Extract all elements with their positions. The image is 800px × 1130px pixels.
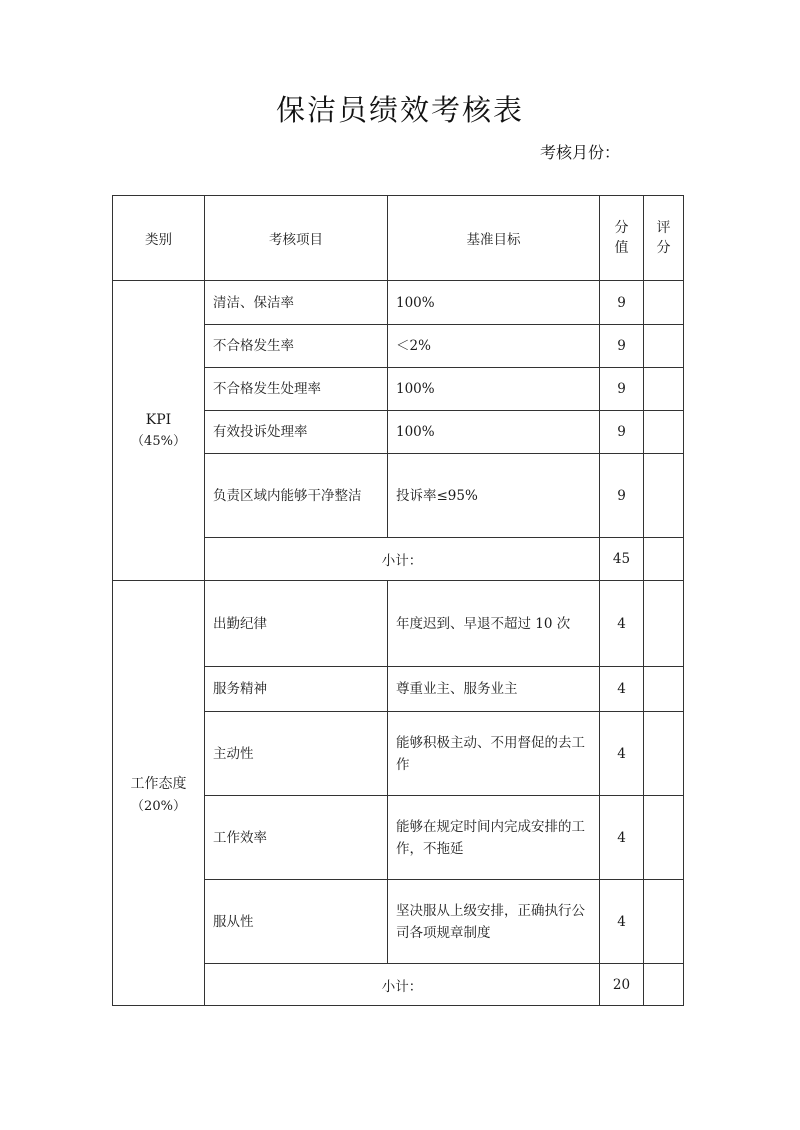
header-row bbox=[113, 196, 684, 281]
header-item: 考核项目 bbox=[205, 196, 388, 281]
target-cell: 能够积极主动、不用督促的去工作 bbox=[388, 712, 600, 796]
item-cell: 不合格发生率 bbox=[205, 325, 388, 368]
points-cell: 4 bbox=[600, 880, 644, 964]
score-cell[interactable] bbox=[644, 411, 684, 454]
header-points: 分值 bbox=[600, 196, 644, 281]
target-cell: 100% bbox=[388, 281, 600, 325]
item-cell: 服从性 bbox=[205, 880, 388, 964]
evaluation-table bbox=[112, 195, 684, 1006]
header-score: 评分 bbox=[644, 196, 684, 281]
subtotal-value: 20 bbox=[600, 964, 644, 1006]
item-cell: 清洁、保洁率 bbox=[205, 281, 388, 325]
header-target: 基准目标 bbox=[388, 196, 600, 281]
points-cell: 9 bbox=[600, 325, 644, 368]
score-cell[interactable] bbox=[644, 581, 684, 667]
header-category: 类别 bbox=[113, 196, 205, 281]
target-cell: 年度迟到、早退不超过 10 次 bbox=[388, 581, 600, 667]
category-name: KPI bbox=[145, 412, 172, 428]
item-cell: 服务精神 bbox=[205, 667, 388, 712]
points-cell: 9 bbox=[600, 368, 644, 411]
points-cell: 4 bbox=[600, 667, 644, 712]
item-cell: 不合格发生处理率 bbox=[205, 368, 388, 411]
score-cell[interactable] bbox=[644, 454, 684, 538]
item-cell: 出勤纪律 bbox=[205, 581, 388, 667]
target-cell: 投诉率≤95% bbox=[388, 454, 600, 538]
target-cell: 尊重业主、服务业主 bbox=[388, 667, 600, 712]
subtotal-value: 45 bbox=[600, 538, 644, 581]
item-cell: 工作效率 bbox=[205, 796, 388, 880]
category-name: 工作态度 bbox=[130, 775, 187, 792]
points-cell: 9 bbox=[600, 281, 644, 325]
score-cell[interactable] bbox=[644, 325, 684, 368]
subtotal-label: 小计： bbox=[205, 538, 600, 581]
category-cell-kpi bbox=[113, 281, 205, 581]
score-cell[interactable] bbox=[644, 538, 684, 581]
points-cell: 4 bbox=[600, 796, 644, 880]
score-cell[interactable] bbox=[644, 796, 684, 880]
score-cell[interactable] bbox=[644, 712, 684, 796]
item-cell: 有效投诉处理率 bbox=[205, 411, 388, 454]
points-cell: 9 bbox=[600, 454, 644, 538]
page-title: 保洁员绩效考核表 bbox=[275, 93, 524, 127]
score-cell[interactable] bbox=[644, 368, 684, 411]
target-cell: 坚决服从上级安排，正确执行公司各项规章制度 bbox=[388, 880, 600, 964]
item-cell: 负责区域内能够干净整洁 bbox=[205, 454, 388, 538]
table-row bbox=[113, 581, 684, 667]
target-cell: 能够在规定时间内完成安排的工作，不拖延 bbox=[388, 796, 600, 880]
score-cell[interactable] bbox=[644, 880, 684, 964]
score-cell[interactable] bbox=[644, 281, 684, 325]
category-cell-attitude bbox=[113, 581, 205, 1006]
item-cell: 主动性 bbox=[205, 712, 388, 796]
category-weight: （20%） bbox=[131, 798, 186, 814]
target-cell: 100% bbox=[388, 411, 600, 454]
target-cell: ＜2% bbox=[388, 325, 600, 368]
points-cell: 4 bbox=[600, 581, 644, 667]
points-cell: 9 bbox=[600, 411, 644, 454]
score-cell[interactable] bbox=[644, 964, 684, 1006]
table-row bbox=[113, 281, 684, 325]
month-label: 考核月份： bbox=[540, 143, 621, 162]
category-weight: （45%） bbox=[131, 434, 186, 449]
target-cell: 100% bbox=[388, 368, 600, 411]
subtotal-label: 小计： bbox=[205, 964, 600, 1006]
score-cell[interactable] bbox=[644, 667, 684, 712]
points-cell: 4 bbox=[600, 712, 644, 796]
